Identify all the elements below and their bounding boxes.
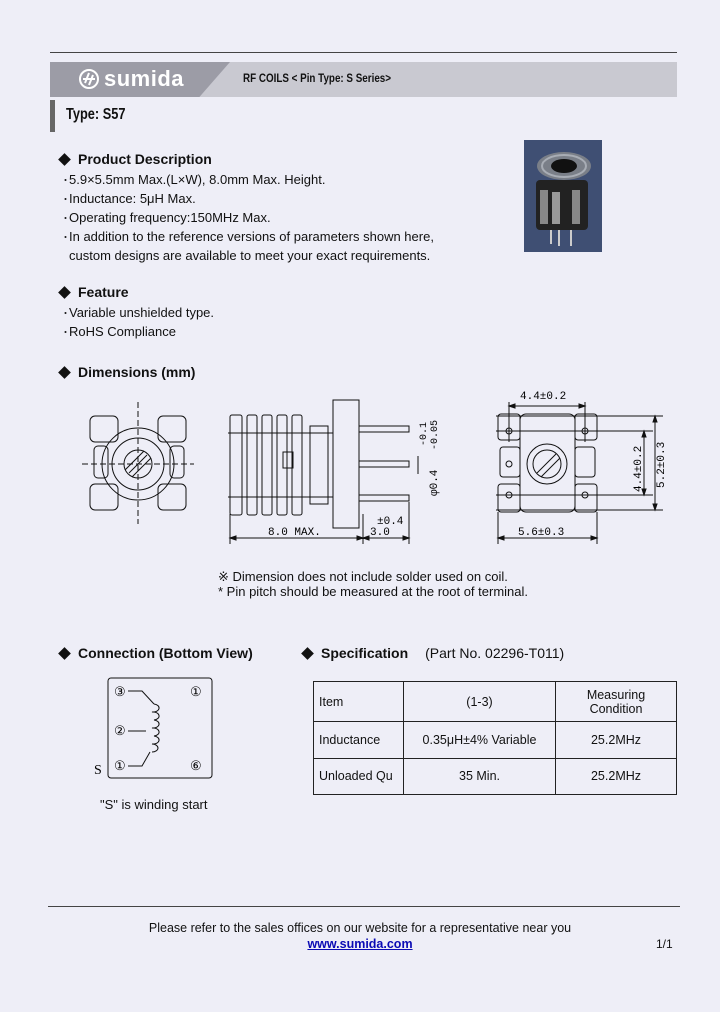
diamond-bullet-icon bbox=[58, 366, 71, 379]
product-description-list bbox=[60, 171, 434, 265]
logo-text: sumida bbox=[104, 66, 185, 91]
dim-pin-diameter-label: φ0.4 bbox=[429, 469, 441, 496]
pin-6-label: ⑥ bbox=[190, 758, 202, 773]
pin-1-bottom-label: ① bbox=[114, 758, 126, 773]
top-view-drawing bbox=[82, 402, 194, 524]
feature-heading: Feature bbox=[60, 284, 129, 300]
table-cell: Unloaded Qu bbox=[314, 758, 404, 794]
column-header-range: (1-3) bbox=[404, 682, 556, 722]
part-number: (Part No. 02296-T011) bbox=[425, 645, 565, 661]
diamond-bullet-icon bbox=[58, 153, 71, 166]
dim-pin-diameter-tol-top: -0.1 bbox=[419, 421, 430, 446]
specification-heading: Specification (Part No. 02296-T011) bbox=[303, 645, 564, 661]
list-item: ・ In addition to the reference versions of parameters shown here, bbox=[60, 228, 434, 247]
sumida-logo bbox=[78, 65, 184, 93]
list-item: ・ Inductance: 5μH Max. bbox=[60, 190, 434, 209]
page-number: 1/1 bbox=[656, 937, 673, 951]
coil-winding-icon bbox=[128, 691, 159, 766]
pin-1-top-label: ① bbox=[190, 684, 202, 699]
note-line: ※ Dimension does not include solder used on coil. bbox=[218, 569, 508, 584]
table-row bbox=[314, 758, 677, 794]
note-line: * Pin pitch should be measured at the root of terminal. bbox=[218, 584, 529, 599]
feature-list bbox=[60, 304, 214, 342]
table-cell: 0.35μH±4% Variable bbox=[404, 722, 556, 758]
dim-pin-tolerance-label: ±0.4 bbox=[377, 516, 404, 528]
dim-pin-length-label: 3.0 bbox=[370, 527, 390, 539]
header-rule bbox=[50, 52, 677, 53]
footer-text: Please refer to the sales offices on our website for a representative near you bbox=[148, 921, 572, 935]
winding-start-label: S bbox=[94, 763, 102, 778]
table-cell: 35 Min. bbox=[404, 758, 556, 794]
list-item: custom designs are available to meet your exact requirements. bbox=[69, 248, 431, 263]
website-link[interactable]: www.sumida.com bbox=[307, 937, 413, 951]
dimensions-heading: Dimensions (mm) bbox=[60, 364, 195, 380]
table-row bbox=[314, 722, 677, 758]
connection-heading: Connection (Bottom View) bbox=[60, 645, 253, 661]
table-cell: Inductance bbox=[314, 722, 404, 758]
column-header-item: Item bbox=[314, 682, 404, 722]
diamond-bullet-icon bbox=[58, 286, 71, 299]
header-title: RF COILS < Pin Type: S Series> bbox=[243, 71, 392, 85]
dim-height-label: 5.2±0.3 bbox=[656, 441, 668, 488]
list-item: ・ RoHS Compliance bbox=[60, 323, 214, 342]
table-header-row bbox=[314, 682, 677, 722]
dim-length-label: 8.0 MAX. bbox=[268, 527, 321, 539]
table-cell: 25.2MHz bbox=[556, 758, 677, 794]
table-cell: 25.2MHz bbox=[556, 722, 677, 758]
connection-diagram bbox=[90, 672, 220, 784]
pin-2-label: ② bbox=[114, 723, 126, 738]
dim-pin-diameter-tol-bottom: -0.05 bbox=[430, 419, 441, 450]
diamond-bullet-icon bbox=[301, 647, 314, 660]
dim-pitch-width-label: 4.4±0.2 bbox=[520, 391, 567, 403]
specification-table bbox=[313, 681, 677, 795]
dim-width-label: 5.6±0.3 bbox=[518, 527, 565, 539]
column-header-condition: Measuring Condition bbox=[556, 682, 677, 722]
product-photo bbox=[524, 140, 602, 252]
product-description-heading: Product Description bbox=[60, 151, 212, 167]
type-accent-bar bbox=[50, 100, 55, 132]
winding-start-note: "S" is winding start bbox=[100, 797, 208, 812]
list-item: ・ Variable unshielded type. bbox=[60, 304, 214, 323]
dimensions-drawing bbox=[78, 384, 678, 554]
pin-3-label: ③ bbox=[114, 684, 126, 699]
type-title: Type: S57 bbox=[66, 106, 126, 123]
list-item: ・ 5.9×5.5mm Max.(L×W), 8.0mm Max. Height. bbox=[60, 171, 434, 190]
sumida-logo-icon bbox=[78, 68, 100, 90]
diamond-bullet-icon bbox=[58, 647, 71, 660]
footer-rule bbox=[48, 906, 680, 907]
dimension-notes bbox=[218, 569, 528, 599]
dim-pitch-height-label: 4.4±0.2 bbox=[633, 445, 645, 492]
list-item: ・ Operating frequency:150MHz Max. bbox=[60, 209, 434, 228]
